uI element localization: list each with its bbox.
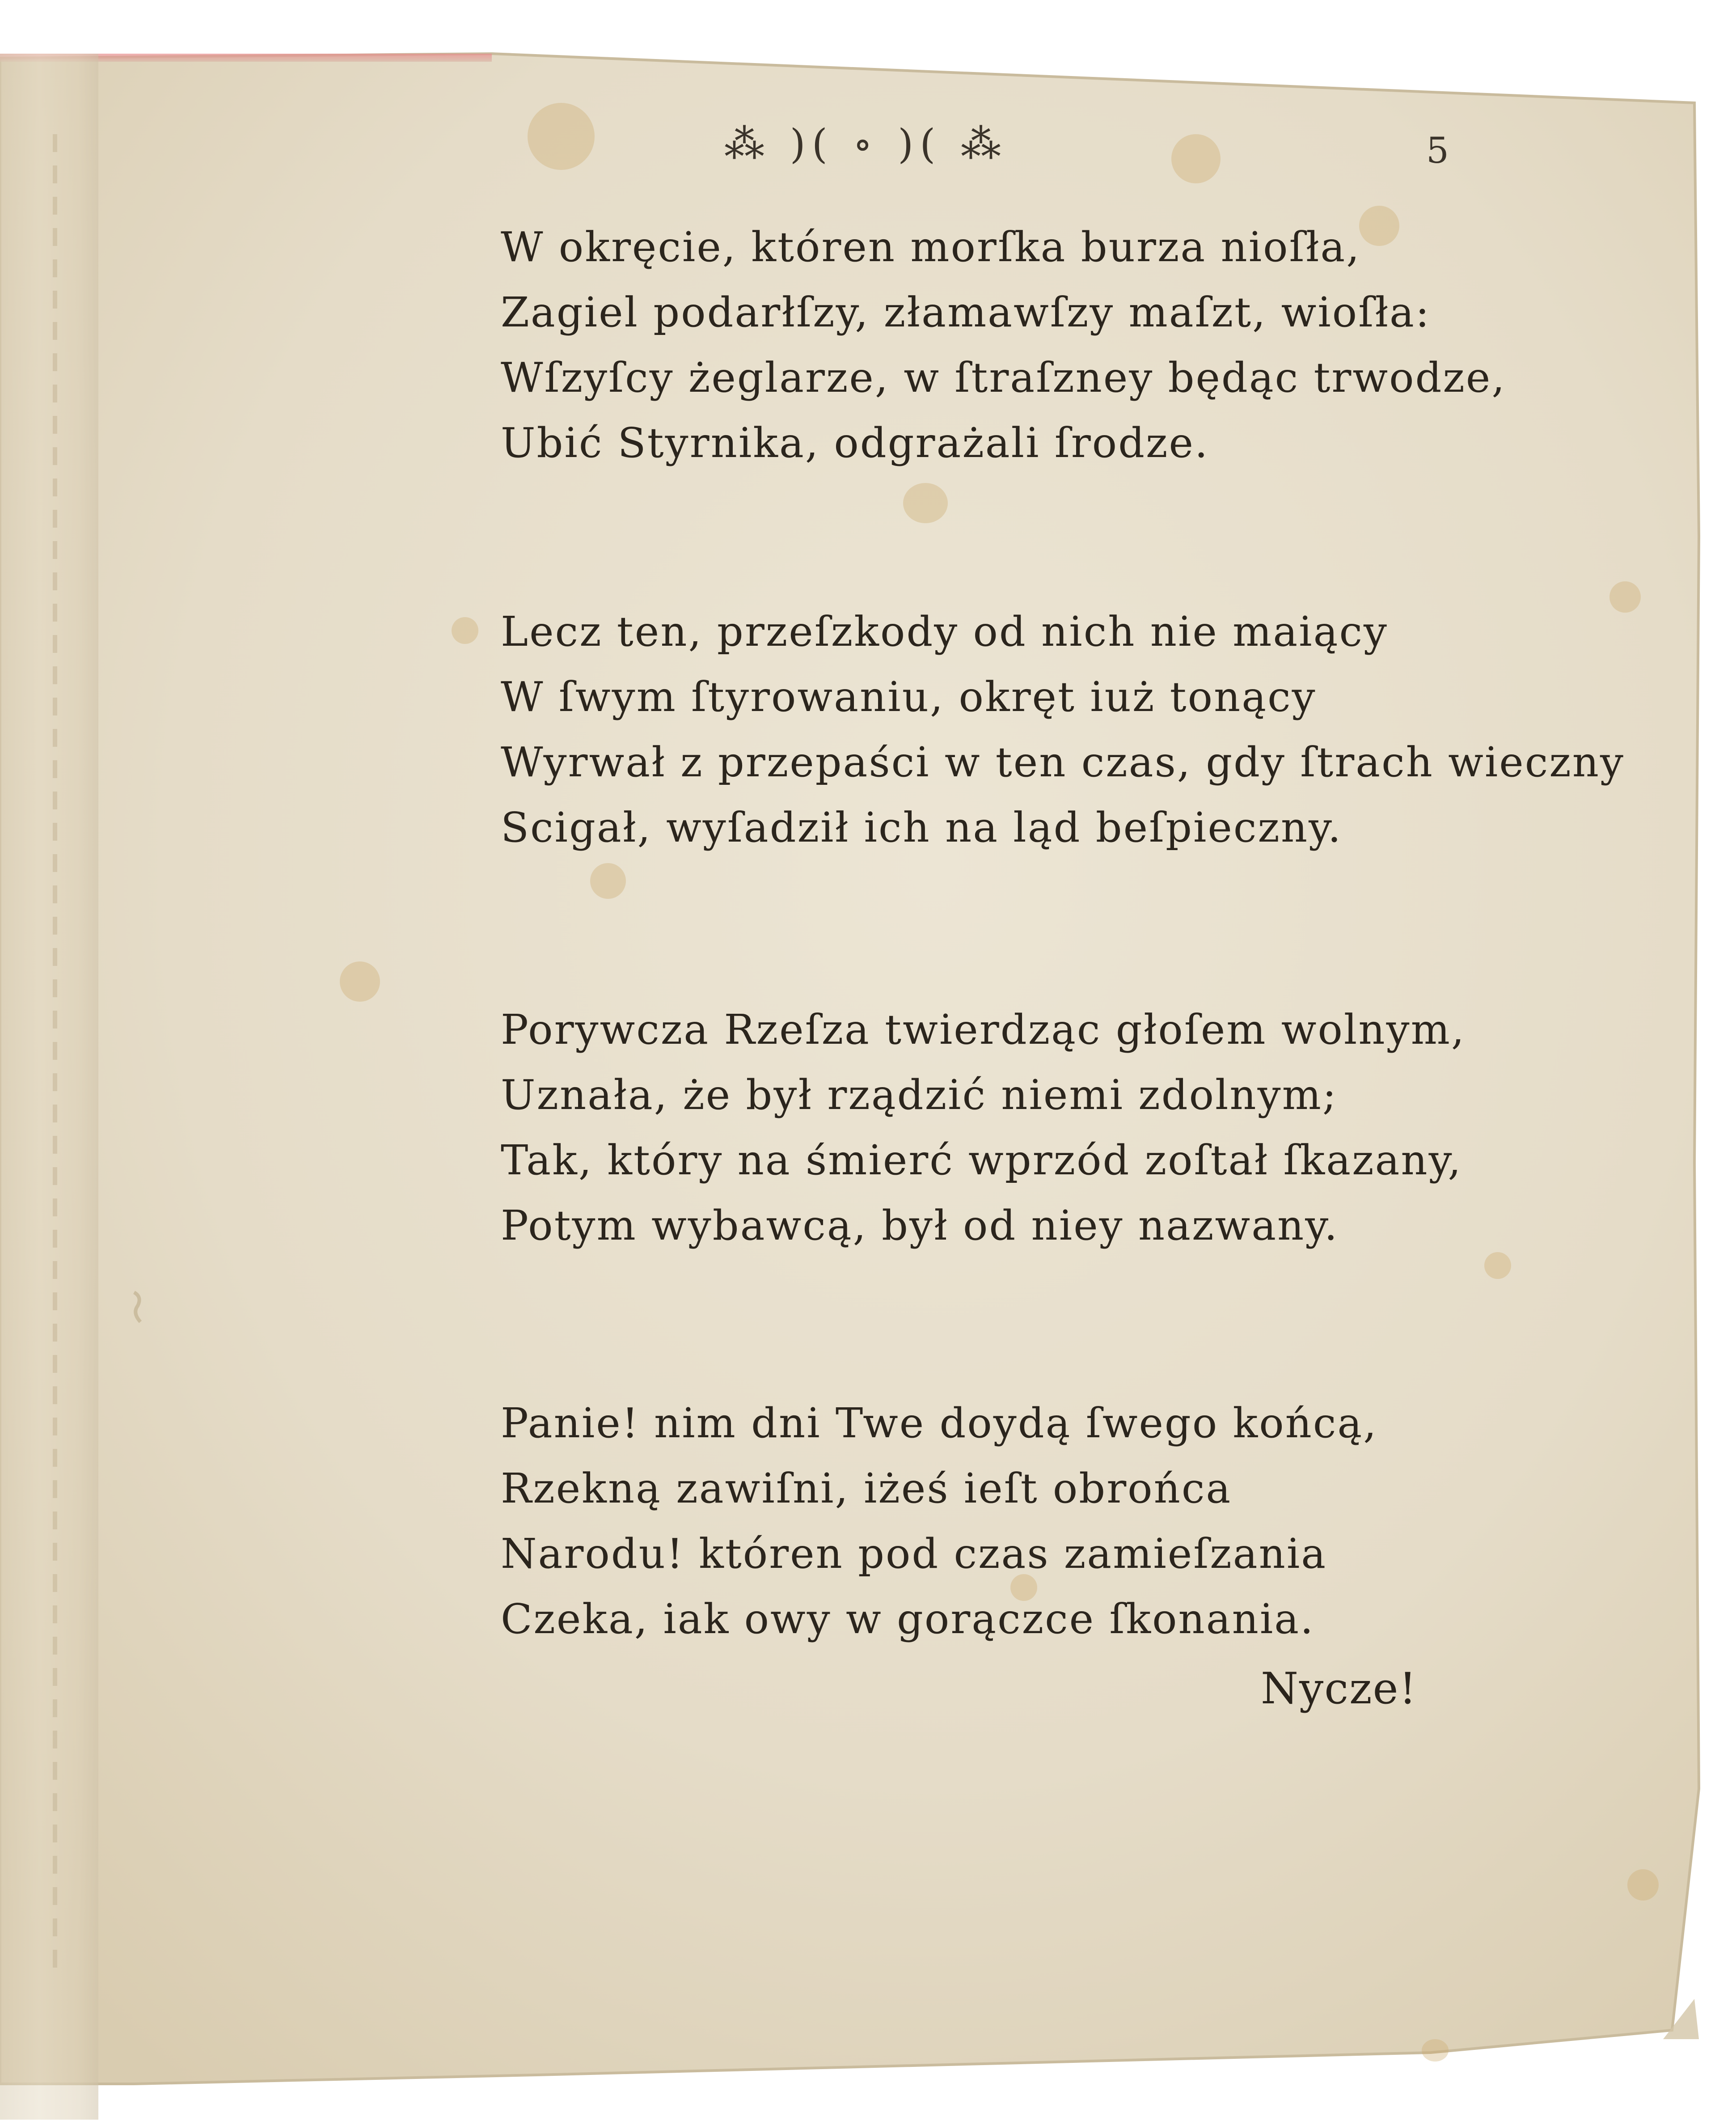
verse-line: W okręcie, któren morſka burza nioſła,: [501, 223, 1361, 271]
foxing-stain: [1627, 1869, 1659, 1901]
verse-line: Czeka, iak owy w gorączce ſkonania.: [501, 1595, 1315, 1643]
verse-line: Rzekną zawiſni, iżeś ieſt obrońca: [501, 1465, 1232, 1512]
verse-line: Lecz ten, przeſzkody od nich nie maiący: [501, 608, 1388, 656]
foxing-stain: [452, 617, 478, 644]
verse-line: Ubić Styrnika, odgrażali ſrodze.: [501, 419, 1209, 467]
foxing-stain: [1609, 581, 1641, 613]
verse-line: Scigał, wyſadził ich na ląd beſpieczny.: [501, 804, 1343, 851]
verse-line: Wyrwał z przepaści w ten czas, gdy ſtrach wieczny: [501, 738, 1625, 786]
verse-line: Zagiel podarłſzy, złamawſzy maſzt, wioſła:: [501, 288, 1431, 336]
verse-line: Porywcza Rzeſza twierdząc głoſem wolnym,: [501, 1006, 1466, 1054]
foxing-stain: [1422, 2039, 1449, 2062]
foxing-stain: [903, 483, 948, 523]
stanza-3: [501, 997, 1484, 1258]
signature: Nycze!: [1261, 1664, 1417, 1714]
verse-line: Uznała, że był rządzić niemi zdolnym;: [501, 1071, 1338, 1119]
foxing-stain: [528, 103, 595, 170]
foxing-stain: [340, 961, 380, 1002]
verse-line: Panie! nim dni Twe doydą ſwego końcą,: [501, 1399, 1378, 1447]
page-number: 5: [1426, 130, 1450, 171]
stanza-1: [501, 215, 1506, 476]
foxing-stain: [590, 863, 626, 899]
foxing-stain: [1171, 134, 1221, 183]
binding-stitch: [53, 134, 57, 1968]
header-ornament: ⁂ )( ∘ )( ⁂: [724, 121, 1008, 168]
stanza-2: [501, 599, 1625, 860]
verse-line: Narodu! któren pod czas zamieſzania: [501, 1530, 1327, 1578]
verse-line: Tak, który na śmierć wprzód zoſtał ſkazany,: [501, 1136, 1462, 1184]
foxing-stain: [1484, 1252, 1511, 1279]
verse-line: Wſzyſcy żeglarze, w ſtraſzney będąc trwodze,: [501, 354, 1506, 402]
verse-line: Potym wybawcą, był od niey nazwany.: [501, 1202, 1339, 1249]
binding-gutter: [0, 54, 98, 2120]
verse-line: W ſwym ſtyrowaniu, okręt iuż tonący: [501, 673, 1317, 721]
stanza-4: [501, 1391, 1484, 1652]
